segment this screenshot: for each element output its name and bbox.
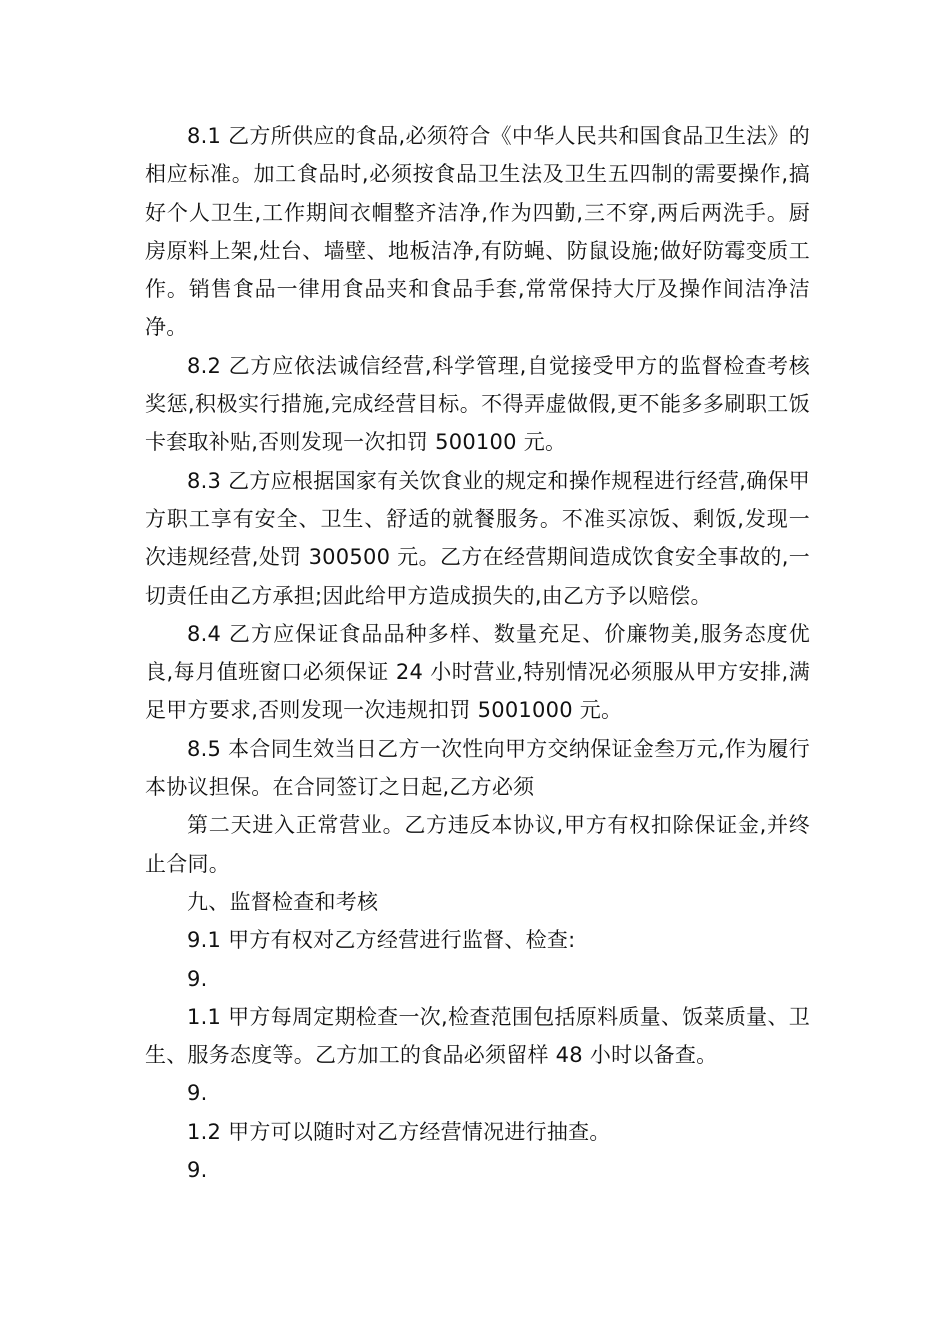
- clause-8-4: 8.4 乙方应保证食品品种多样、数量充足、价廉物美,服务态度优良,每月值班窗口必须保证 24 小时营业,特别情况必须服从甲方安排,满足甲方要求,否则发现一次违规扣罚 5001000 元。: [145, 621, 810, 723]
- clause-1-1: 1.1 甲方每周定期检查一次,检查范围包括原料质量、饭菜质量、卫生、服务态度等。乙方加工的食品必须留样 48 小时以备查。: [145, 1004, 810, 1068]
- clause-8-5-continued: 第二天进入正常营业。乙方违反本协议,甲方有权扣除保证金,并终止合同。: [145, 813, 810, 876]
- clause-8-5: 8.5 本合同生效当日乙方一次性向甲方交纳保证金叁万元,作为履行本协议担保。在合同签订之日起,乙方必须: [145, 736, 810, 800]
- clause-8-1: 8.1 乙方所供应的食品,必须符合《中华人民共和国食品卫生法》的相应标准。加工食品时,必须按食品卫生法及卫生五四制的需要操作,搞好个人卫生,工作期间衣帽整齐洁净,作为四勤,三不穿,两后两洗手。厨房原料上架,灶台、墙壁、地板洁净,有防蝇、防鼠设施;做好防霉变质工作。销售食品一律用食品夹和食品手套,常常保持大厅及操作间洁净洁净。: [145, 124, 810, 340]
- clause-number-9-a: 9.: [187, 966, 208, 991]
- clause-8-2: 8.2 乙方应依法诚信经营,科学管理,自觉接受甲方的监督检查考核奖惩,积极实行措施,完成经营目标。不得弄虚做假,更不能多多刷职工饭卡套取补贴,否则发现一次扣罚 500100 元。: [145, 353, 810, 455]
- clause-number-9-b: 9.: [187, 1081, 208, 1106]
- clause-number-9-c: 9.: [187, 1158, 208, 1183]
- clause-9-1: 9.1 甲方有权对乙方经营进行监督、检查:: [187, 928, 576, 953]
- document-body: [145, 117, 810, 1189]
- clause-8-3: 8.3 乙方应根据国家有关饮食业的规定和操作规程进行经营,确保甲方职工享有安全、卫生、舒适的就餐服务。不准买凉饭、剩饭,发现一次违规经营,处罚 300500 元。乙方在经营期间造成饮食安全事故的,一切责任由乙方承担;因此给甲方造成损失的,由乙方予以赔偿。: [145, 468, 810, 608]
- clause-1-2: 1.2 甲方可以随时对乙方经营情况进行抽查。: [187, 1119, 611, 1144]
- section-9-heading: 九、监督检查和考核: [187, 889, 379, 914]
